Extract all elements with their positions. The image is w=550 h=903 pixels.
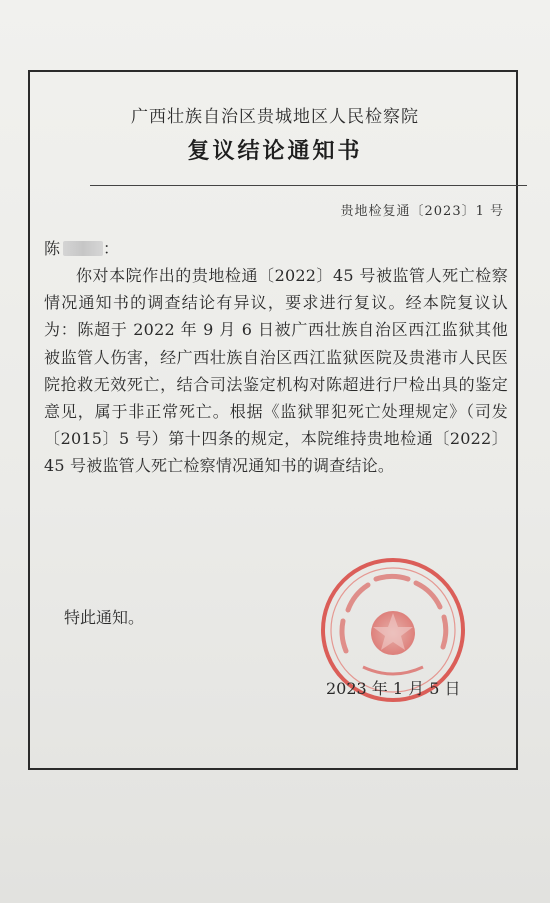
redacted-name-block [63,241,103,256]
addressee-colon: ： [103,239,120,258]
document-title: 复议结论通知书 [187,138,363,164]
header-divider [90,185,527,186]
addressee [44,236,119,259]
document-number: 贵地检复通〔2023〕1 号 [340,204,504,219]
addressee-name: 陈 [44,239,61,258]
closing-phrase: 特此通知。 [64,608,145,627]
notice-body: 你对本院作出的贵地检通〔2022〕45 号被监管人死亡检察情况通知书的调查结论有异议，要求进行复议。经本院复议认为：陈超于 2022 年 9 月 6 日被广西壮族自治区西江监狱其他被监管人伤害，经广西壮族自治区西江监狱医院及贵港市人民医院抢救无效死亡，结合司法鉴定机构对陈超进行尸检出具的鉴定意见，属于非正常死亡。根据《监狱罪犯死亡处理规定》（司发〔2015〕5 号）第十四条的规定，本院维持贵地检通〔2022〕45 号被监管人死亡检察情况通知书的调查结论。 [44,266,508,476]
issuing-organization: 广西壮族自治区贵城地区人民检察院 [131,107,419,127]
issue-date: 2023 年 1 月 5 日 [326,679,461,698]
